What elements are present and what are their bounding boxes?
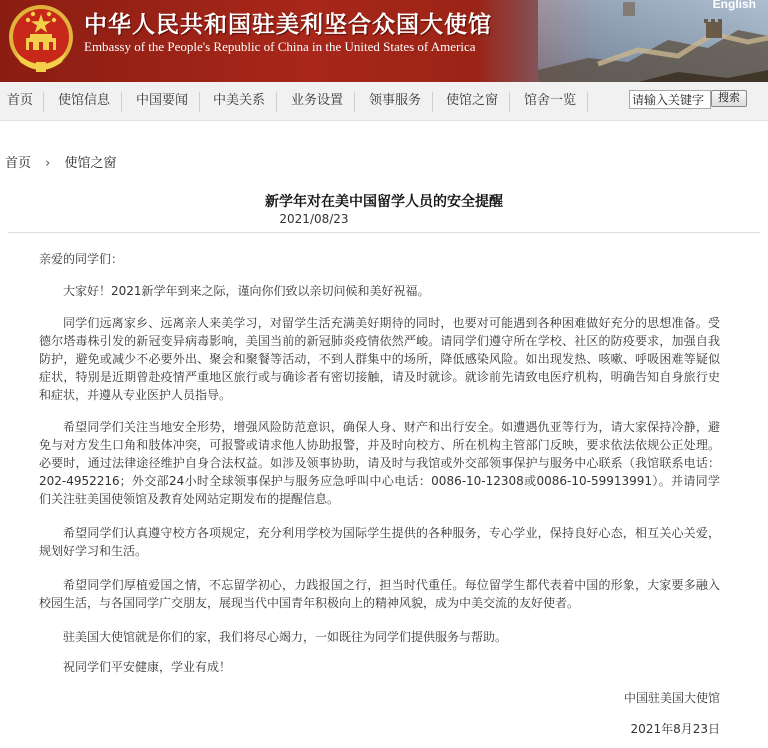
nav-item-consular-services[interactable]: 领事服务 xyxy=(369,93,422,108)
breadcrumb xyxy=(5,152,117,171)
article-salutation: 亲爱的同学们： xyxy=(39,252,124,266)
great-wall-image xyxy=(478,0,768,82)
nav-item-home[interactable]: 首页 xyxy=(7,93,34,108)
search-button[interactable]: 搜索 xyxy=(711,90,747,107)
nav-item-embassy-info[interactable]: 使馆信息 xyxy=(58,93,111,108)
nav-separator xyxy=(199,92,200,112)
english-language-link[interactable]: English xyxy=(712,0,756,11)
nav-separator xyxy=(121,92,122,112)
nav-item-china-us-relations[interactable]: 中美关系 xyxy=(213,93,266,108)
article-paragraph: 希望同学们关注当地安全形势，增强风险防范意识，确保人身、财产和出行安全。如遭遇仇亚等行为，请大家保持冷静，避免与对方发生口角和肢体冲突，可报警或请求他人协助报警，并及时向校方、所在机构主管部门反映，要求依法依规公正处理。必要时，通过法律途径维护自身合法权益。如涉及领事协助，请及时与我馆或外交部领事保护与服务中心联系（我馆联系电话：202-4952216；外交部24小时全球领事保护与服务应急呼叫中心电话：0086-10-12308或0086-10-59913991）。并请同学们关注驻美国使领馆及教育处网站定期发布的提醒信息。 xyxy=(39,420,720,506)
nav-separator xyxy=(509,92,510,112)
nav-item-china-news[interactable]: 中国要闻 xyxy=(136,93,189,108)
article-paragraph: 希望同学们厚植爱国之情，不忘留学初心，力践报国之行，担当时代重任。每位留学生都代表着中国的形象，大家要多融入校园生活，与各国同学广交朋友，展现当代中国青年积极向上的精神风貌，成为中美交流的友好使者。 xyxy=(39,578,720,610)
embassy-english-title: Embassy of the People's Republic of China in the United States of America xyxy=(84,39,476,54)
search-input[interactable] xyxy=(629,90,711,109)
embassy-chinese-title: 中华人民共和国驻美利坚合众国大使馆 xyxy=(84,11,492,38)
breadcrumb-home-link[interactable]: 首页 xyxy=(5,156,32,171)
header-banner xyxy=(0,0,768,82)
signature-date: 2021年8月23日 xyxy=(630,722,720,736)
article-paragraph: 大家好！2021新学年到来之际，谨向你们致以亲切问候和美好祝福。 xyxy=(63,284,430,298)
title-divider xyxy=(8,232,760,233)
article-paragraph: 同学们远离家乡、远离亲人来美学习，对留学生活充满美好期待的同时，也要对可能遇到各种困难做好充分的思想准备。受德尔塔毒株引发的新冠变异病毒影响，美国当前的新冠肺炎疫情依然严峻。请同学们遵守所在学校、社区的防疫要求，加强自我防护，避免或减少不必要外出、聚会和聚餐等活动，不到人群集中的场所，降低感染风险。如出现发热、咳嗽、呼吸困难等疑似症状，特别是近期曾赴疫情严重地区旅行或与确诊者有密切接触，请及时就诊。就诊前先请致电医疗机构，明确告知自身旅行史和症状，并遵从专业医护人员指导。 xyxy=(39,316,720,402)
nav-separator xyxy=(432,92,433,112)
article-date: 2021/08/23 xyxy=(279,212,349,226)
chevron-right-icon: › xyxy=(45,156,51,171)
nav-separator xyxy=(276,92,277,112)
article-title: 新学年对在美中国留学人员的安全提醒 xyxy=(265,194,503,210)
national-emblem-icon xyxy=(6,2,76,74)
nav-item-embassy-window[interactable]: 使馆之窗 xyxy=(446,93,499,108)
article-paragraph: 祝同学们平安健康，学业有成！ xyxy=(63,660,232,674)
article-paragraph: 驻美国大使馆就是你们的家，我们将尽心竭力，一如既往为同学们提供服务与帮助。 xyxy=(63,630,508,644)
breadcrumb-current-link[interactable]: 使馆之窗 xyxy=(64,156,117,171)
nav-item-departments[interactable]: 业务设置 xyxy=(291,93,344,108)
signature: 中国驻美国大使馆 xyxy=(623,691,720,705)
nav-separator xyxy=(43,92,44,112)
nav-separator xyxy=(354,92,355,112)
nav-item-premises[interactable]: 馆舍一览 xyxy=(524,93,577,108)
nav-separator xyxy=(587,92,588,112)
article-paragraph: 希望同学们认真遵守校方各项规定，充分利用学校为国际学生提供的各种服务，专心学业，保持良好心态，相互关心关爱，规划好学习和生活。 xyxy=(39,526,720,558)
